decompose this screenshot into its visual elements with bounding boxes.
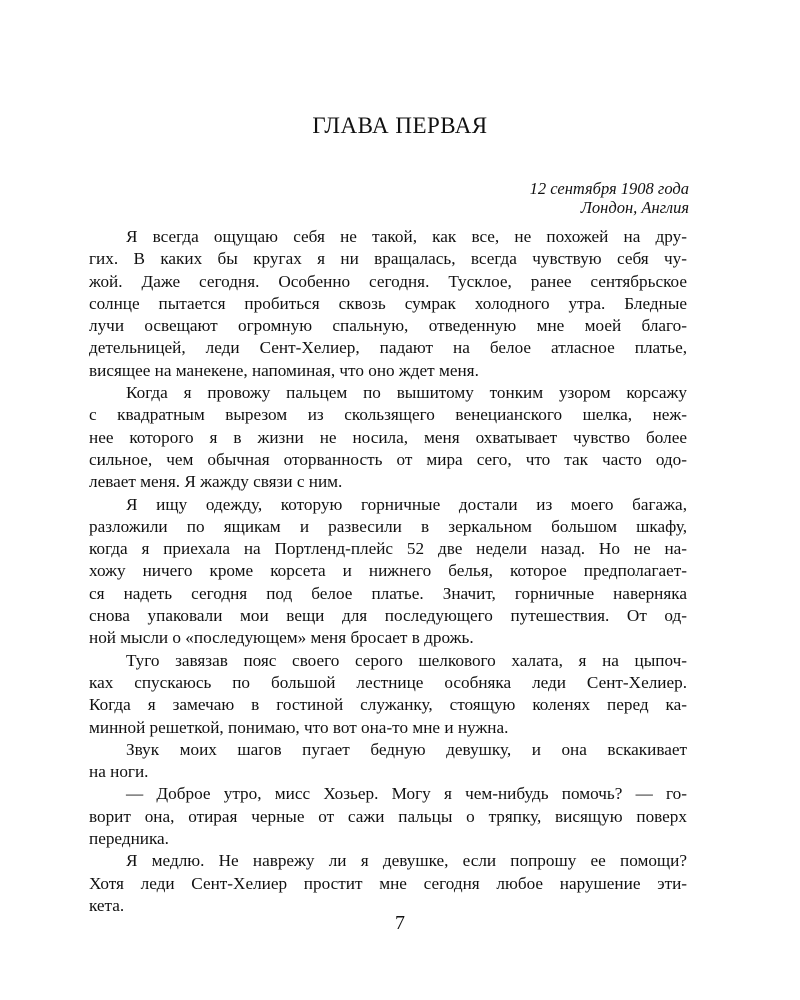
text-line: минной решеткой, понимаю, что вот она-то мне и нужна. bbox=[89, 717, 509, 737]
text-line: висящее на манекене, напоминая, что оно ждет меня. bbox=[89, 360, 479, 380]
chapter-date: 12 сентября 1908 года bbox=[529, 179, 689, 198]
text-line: гих. В каких бы кругах я ни вращалась, всегда чувствую себя чу- bbox=[89, 249, 687, 269]
text-line: с квадратным вырезом из скользящего венецианского шелка, неж- bbox=[89, 405, 687, 425]
text-line: передника. bbox=[89, 829, 169, 849]
text-line: Звук моих шагов пугает бедную девушку, и она вскакивает bbox=[126, 739, 687, 759]
text-line: детельницей, леди Сент-Хелиер, падают на белое атласное платье, bbox=[89, 338, 687, 358]
text-line: — Доброе утро, мисс Хозьер. Могу я чем-нибудь помочь? — го- bbox=[126, 784, 687, 804]
text-line: Я всегда ощущаю себя не такой, как все, не похожей на дру- bbox=[126, 227, 687, 246]
page-number: 7 bbox=[395, 912, 405, 934]
text-line: левает меня. Я жажду связи с ним. bbox=[89, 472, 343, 492]
text-line: ся надеть сегодня под белое платье. Значит, горничные наверняка bbox=[89, 583, 687, 603]
text-line: ной мысли о «последующем» меня бросает в дрожь. bbox=[89, 628, 474, 648]
text-line: ворит она, отирая черные от сажи пальцы о тряпку, висящую поверх bbox=[89, 806, 687, 826]
text-line: ках спускаюсь по большой лестнице особняка леди Сент-Хелиер. bbox=[89, 672, 687, 692]
text-line: солнце пытается пробиться сквозь сумрак холодного утра. Бледные bbox=[89, 293, 687, 313]
text-line: Когда я провожу пальцем по вышитому тонким узором корсажу bbox=[126, 383, 687, 403]
body-text bbox=[89, 226, 687, 917]
text-line: когда я приехала на Портленд-плейс 52 две недели назад. Но не на- bbox=[89, 539, 687, 559]
text-line: Я ищу одежду, которую горничные достали из моего багажа, bbox=[126, 494, 687, 514]
text-line: лучи освещают огромную спальную, отведенную мне моей благо- bbox=[89, 316, 687, 336]
text-line: на ноги. bbox=[89, 762, 149, 782]
text-line: сильное, чем обычная оторванность от мира сего, что так часто одо- bbox=[89, 449, 687, 469]
text-line: Когда я замечаю в гостиной служанку, стоящую коленях перед ка- bbox=[89, 695, 687, 715]
text-line: Я медлю. Не наврежу ли я девушке, если попрошу ее помощи? bbox=[126, 851, 687, 871]
text-line: жой. Даже сегодня. Особенно сегодня. Тусклое, ранее сентябрьское bbox=[89, 271, 687, 291]
text-line: хожу ничего кроме корсета и нижнего белья, которое предполагает- bbox=[89, 561, 687, 581]
chapter-place: Лондон, Англия bbox=[580, 198, 689, 217]
text-line: нее которого я в жизни не носила, меня охватывает чувство более bbox=[89, 427, 687, 447]
text-line: снова упаковали мои вещи для последующего путешествия. От од- bbox=[89, 606, 687, 626]
text-line: разложили по ящикам и развесили в зеркальном большом шкафу, bbox=[89, 516, 687, 536]
text-line: Хотя леди Сент-Хелиер простит мне сегодня любое нарушение эти- bbox=[89, 873, 687, 893]
chapter-title: ГЛАВА ПЕРВАЯ bbox=[312, 113, 488, 138]
chapter-dateline bbox=[530, 179, 689, 217]
text-line: кета. bbox=[89, 895, 125, 915]
text-line: Туго завязав пояс своего серого шелкового халата, я на цыпоч- bbox=[126, 650, 687, 670]
